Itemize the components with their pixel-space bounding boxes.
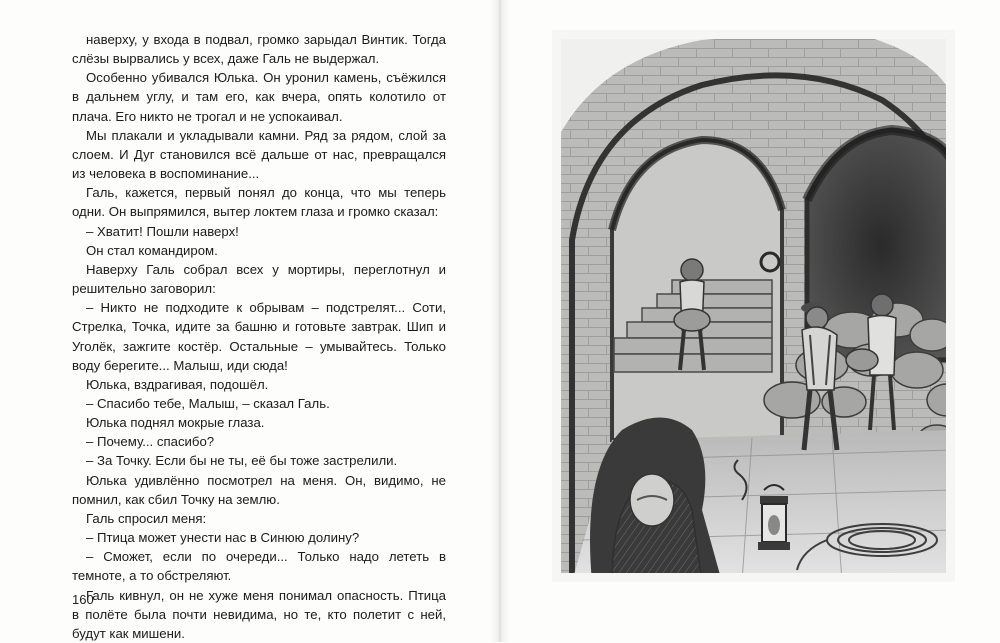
paragraph: Галь, кажется, первый понял до конца, что мы теперь одни. Он выпрямился, вытер локтем глаза и громко сказал:	[72, 185, 446, 220]
paragraph: – Птица может унести нас в Синюю долину?	[86, 530, 360, 546]
paragraph: Юлька, вздрагивая, подошёл.	[86, 376, 269, 392]
left-page	[0, 0, 499, 642]
paragraph: – Почему... спасибо?	[86, 434, 215, 450]
paragraph: Галь спросил меня:	[86, 510, 207, 526]
paragraph: Он стал командиром.	[86, 242, 218, 258]
paragraph: – Хватит! Пошли наверх!	[86, 223, 239, 239]
paragraph: Юлька удивлённо посмотрел на меня. Он, видимо, не помнил, как сбил Точку на землю.	[72, 472, 446, 507]
paragraph: наверху, у входа в подвал, громко зарыдал Винтик. Тогда слёзы вырвались у всех, даже Галь не выдержал.	[72, 32, 446, 67]
right-page	[501, 0, 1000, 642]
paragraph: – Спасибо тебе, Малыш, – сказал Галь.	[86, 395, 330, 411]
paragraph: – За Точку. Если бы не ты, её бы тоже застрелили.	[86, 453, 398, 469]
paragraph: Юлька поднял мокрые глаза.	[86, 415, 265, 431]
paragraph: Особенно убивался Юлька. Он уронил камень, съёжился в дальнем углу, и там его, как вчера, опять колотило от плача. Его никто не трогал и не успокаивал.	[72, 70, 446, 124]
paragraph: – Сможет, если по очереди... Только надо лететь в темноте, а то обстреляют.	[72, 549, 446, 584]
page-number: 160	[72, 592, 94, 607]
body-text	[72, 30, 446, 643]
paragraph: Мы плакали и укладывали камни. Ряд за рядом, слой за слоем. И Дуг становился всё дальше от нас, превращался из человека в воспоминание...	[72, 127, 446, 182]
paragraph: – Никто не подходите к обрывам – подстрелят... Соти, Стрелка, Точка, идите за башню и готовьте завтрак. Шип и Уголёк, зажгите костёр. Остальные – умывайтесь. Только воду берегите... Малыш, иди сюда!	[72, 300, 446, 373]
paragraph: Галь кивнул, он не хуже меня понимал опасность. Птица в полёте была почти невидима, но те, кто полетит с ней, будут как мишени.	[72, 587, 446, 641]
book-gutter	[490, 0, 510, 642]
paragraph: Наверху Галь собрал всех у мортиры, переглотнул и решительно заговорил:	[72, 261, 446, 297]
illustration	[552, 30, 955, 582]
